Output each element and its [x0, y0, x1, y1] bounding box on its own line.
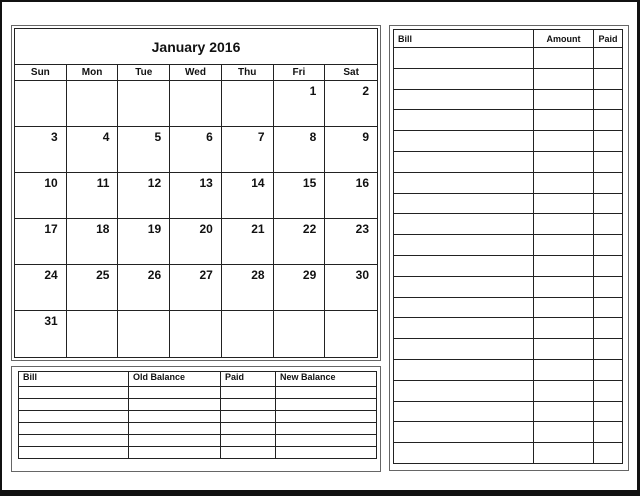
day-cell: 27	[170, 265, 222, 311]
day-cell: 7	[222, 127, 274, 173]
balance-row	[19, 411, 377, 423]
bill-cell[interactable]	[534, 401, 594, 422]
bill-cell[interactable]	[394, 235, 534, 256]
bill-row	[394, 172, 623, 193]
day-cell: 29	[274, 265, 326, 311]
day-cell: 14	[222, 173, 274, 219]
bill-cell[interactable]	[534, 235, 594, 256]
bill-row	[394, 255, 623, 276]
balance-row	[19, 387, 377, 399]
balance-header-row	[19, 372, 377, 387]
bill-header-row	[394, 30, 623, 48]
day-cell: 19	[118, 219, 170, 265]
bill-cell[interactable]	[594, 68, 623, 89]
bill-row	[394, 380, 623, 401]
weekday-header: Tue	[118, 65, 170, 81]
bill-cell[interactable]	[394, 48, 534, 69]
bill-row	[394, 359, 623, 380]
bill-row	[394, 131, 623, 152]
balance-table	[18, 371, 377, 459]
bill-cell[interactable]	[394, 131, 534, 152]
weekday-header: Wed	[170, 65, 222, 81]
day-cell: 6	[170, 127, 222, 173]
balance-cell[interactable]	[276, 399, 377, 411]
bill-cell[interactable]	[594, 214, 623, 235]
balance-cell[interactable]	[276, 411, 377, 423]
bill-cell[interactable]	[534, 131, 594, 152]
calendar	[14, 28, 378, 358]
day-cell	[118, 311, 170, 357]
balance-cell[interactable]	[129, 387, 221, 399]
balance-cell[interactable]	[129, 411, 221, 423]
day-cell: 24	[15, 265, 67, 311]
balance-cell[interactable]	[276, 387, 377, 399]
day-cell: 3	[15, 127, 67, 173]
bill-cell[interactable]	[394, 193, 534, 214]
bill-cell[interactable]	[594, 380, 623, 401]
bill-cell[interactable]	[394, 443, 534, 464]
calendar-title: January 2016	[15, 29, 377, 65]
day-cell: 15	[274, 173, 326, 219]
bill-cell[interactable]	[534, 380, 594, 401]
bill-cell[interactable]	[394, 255, 534, 276]
weekday-header: Sat	[325, 65, 377, 81]
bill-cell[interactable]	[394, 339, 534, 360]
bill-row	[394, 110, 623, 131]
day-cell: 10	[15, 173, 67, 219]
day-cell	[222, 311, 274, 357]
bill-cell[interactable]	[534, 297, 594, 318]
balance-row	[19, 399, 377, 411]
bill-row	[394, 276, 623, 297]
bill-cell[interactable]	[594, 235, 623, 256]
bill-cell[interactable]	[534, 318, 594, 339]
balance-cell[interactable]	[129, 435, 221, 447]
balance-cell[interactable]	[221, 435, 276, 447]
balance-row	[19, 447, 377, 459]
day-cell: 5	[118, 127, 170, 173]
day-cell: 12	[118, 173, 170, 219]
balance-row	[19, 423, 377, 435]
bill-cell[interactable]	[594, 151, 623, 172]
bill-cell[interactable]	[534, 110, 594, 131]
bill-cell[interactable]	[394, 318, 534, 339]
bill-row	[394, 401, 623, 422]
day-cell: 20	[170, 219, 222, 265]
balance-cell[interactable]	[276, 435, 377, 447]
bill-header-paid: Paid	[594, 30, 623, 48]
bill-row	[394, 339, 623, 360]
balance-panel	[11, 366, 381, 472]
day-cell	[118, 81, 170, 127]
bill-header-amount: Amount	[534, 30, 594, 48]
bill-cell[interactable]	[594, 48, 623, 69]
bill-cell[interactable]	[594, 172, 623, 193]
balance-row	[19, 435, 377, 447]
day-cell: 28	[222, 265, 274, 311]
weekday-header: Fri	[274, 65, 326, 81]
day-cell	[67, 311, 119, 357]
day-cell: 17	[15, 219, 67, 265]
day-cell: 31	[15, 311, 67, 357]
bill-cell[interactable]	[394, 214, 534, 235]
day-cell: 13	[170, 173, 222, 219]
bill-cell[interactable]	[534, 443, 594, 464]
bill-cell[interactable]	[594, 401, 623, 422]
day-cell: 18	[67, 219, 119, 265]
bill-cell[interactable]	[394, 68, 534, 89]
balance-cell[interactable]	[221, 423, 276, 435]
bill-cell[interactable]	[594, 359, 623, 380]
balance-cell[interactable]	[19, 411, 129, 423]
bill-cell[interactable]	[594, 318, 623, 339]
bill-cell[interactable]	[534, 214, 594, 235]
bill-cell[interactable]	[594, 339, 623, 360]
day-cell: 26	[118, 265, 170, 311]
balance-cell[interactable]	[221, 411, 276, 423]
balance-cell[interactable]	[19, 423, 129, 435]
bill-cell[interactable]	[534, 359, 594, 380]
bill-cell[interactable]	[394, 401, 534, 422]
weekday-header: Sun	[15, 65, 67, 81]
bill-cell[interactable]	[594, 89, 623, 110]
balance-cell[interactable]	[276, 423, 377, 435]
day-cell	[170, 311, 222, 357]
bill-cell[interactable]	[534, 193, 594, 214]
bill-cell[interactable]	[534, 422, 594, 443]
bill-row	[394, 68, 623, 89]
bill-row	[394, 151, 623, 172]
bill-cell[interactable]	[594, 422, 623, 443]
bill-cell[interactable]	[534, 151, 594, 172]
bill-cell[interactable]	[394, 297, 534, 318]
bill-cell[interactable]	[594, 110, 623, 131]
bill-cell[interactable]	[594, 297, 623, 318]
bill-cell[interactable]	[394, 151, 534, 172]
bill-cell[interactable]	[534, 276, 594, 297]
day-cell	[325, 311, 377, 357]
bill-table	[393, 29, 623, 464]
balance-header-bill: Bill	[19, 372, 129, 387]
bill-row	[394, 297, 623, 318]
balance-header-new-balance: New Balance	[276, 372, 377, 387]
bill-cell[interactable]	[594, 131, 623, 152]
bill-row	[394, 214, 623, 235]
bill-row	[394, 48, 623, 69]
bill-row	[394, 443, 623, 464]
balance-cell[interactable]	[19, 399, 129, 411]
balance-cell[interactable]	[19, 387, 129, 399]
bill-row	[394, 235, 623, 256]
bill-row	[394, 422, 623, 443]
day-cell: 25	[67, 265, 119, 311]
calendar-grid	[15, 65, 377, 357]
day-cell: 30	[325, 265, 377, 311]
day-cell: 23	[325, 219, 377, 265]
balance-header-old-balance: Old Balance	[129, 372, 221, 387]
bill-row	[394, 89, 623, 110]
day-cell: 1	[274, 81, 326, 127]
bill-cell[interactable]	[394, 359, 534, 380]
bill-cell[interactable]	[394, 172, 534, 193]
bill-cell[interactable]	[534, 339, 594, 360]
balance-cell[interactable]	[19, 435, 129, 447]
day-cell: 2	[325, 81, 377, 127]
weekday-header: Thu	[222, 65, 274, 81]
weekday-header: Mon	[67, 65, 119, 81]
bill-cell[interactable]	[594, 443, 623, 464]
bill-cell[interactable]	[534, 68, 594, 89]
bill-row	[394, 318, 623, 339]
bill-cell[interactable]	[534, 48, 594, 69]
bill-cell[interactable]	[394, 276, 534, 297]
bill-cell[interactable]	[394, 380, 534, 401]
day-cell: 22	[274, 219, 326, 265]
bill-cell[interactable]	[394, 422, 534, 443]
bill-cell[interactable]	[594, 255, 623, 276]
day-cell: 8	[274, 127, 326, 173]
bill-cell[interactable]	[534, 255, 594, 276]
day-cell: 9	[325, 127, 377, 173]
balance-cell[interactable]	[129, 447, 221, 459]
day-cell	[222, 81, 274, 127]
balance-cell[interactable]	[221, 387, 276, 399]
bill-cell[interactable]	[594, 276, 623, 297]
day-cell	[67, 81, 119, 127]
calendar-panel	[11, 25, 381, 361]
day-cell	[15, 81, 67, 127]
day-cell	[274, 311, 326, 357]
bill-cell[interactable]	[394, 89, 534, 110]
balance-cell[interactable]	[221, 399, 276, 411]
bill-cell[interactable]	[534, 172, 594, 193]
balance-cell[interactable]	[276, 447, 377, 459]
bill-cell[interactable]	[534, 89, 594, 110]
balance-header-paid: Paid	[221, 372, 276, 387]
day-cell: 11	[67, 173, 119, 219]
balance-cell[interactable]	[19, 447, 129, 459]
day-cell: 4	[67, 127, 119, 173]
day-cell: 16	[325, 173, 377, 219]
day-cell: 21	[222, 219, 274, 265]
bill-header-bill: Bill	[394, 30, 534, 48]
day-cell	[170, 81, 222, 127]
bill-panel	[389, 25, 629, 471]
bill-cell[interactable]	[394, 110, 534, 131]
bill-row	[394, 193, 623, 214]
balance-cell[interactable]	[129, 399, 221, 411]
balance-cell[interactable]	[129, 423, 221, 435]
bill-cell[interactable]	[594, 193, 623, 214]
balance-cell[interactable]	[221, 447, 276, 459]
